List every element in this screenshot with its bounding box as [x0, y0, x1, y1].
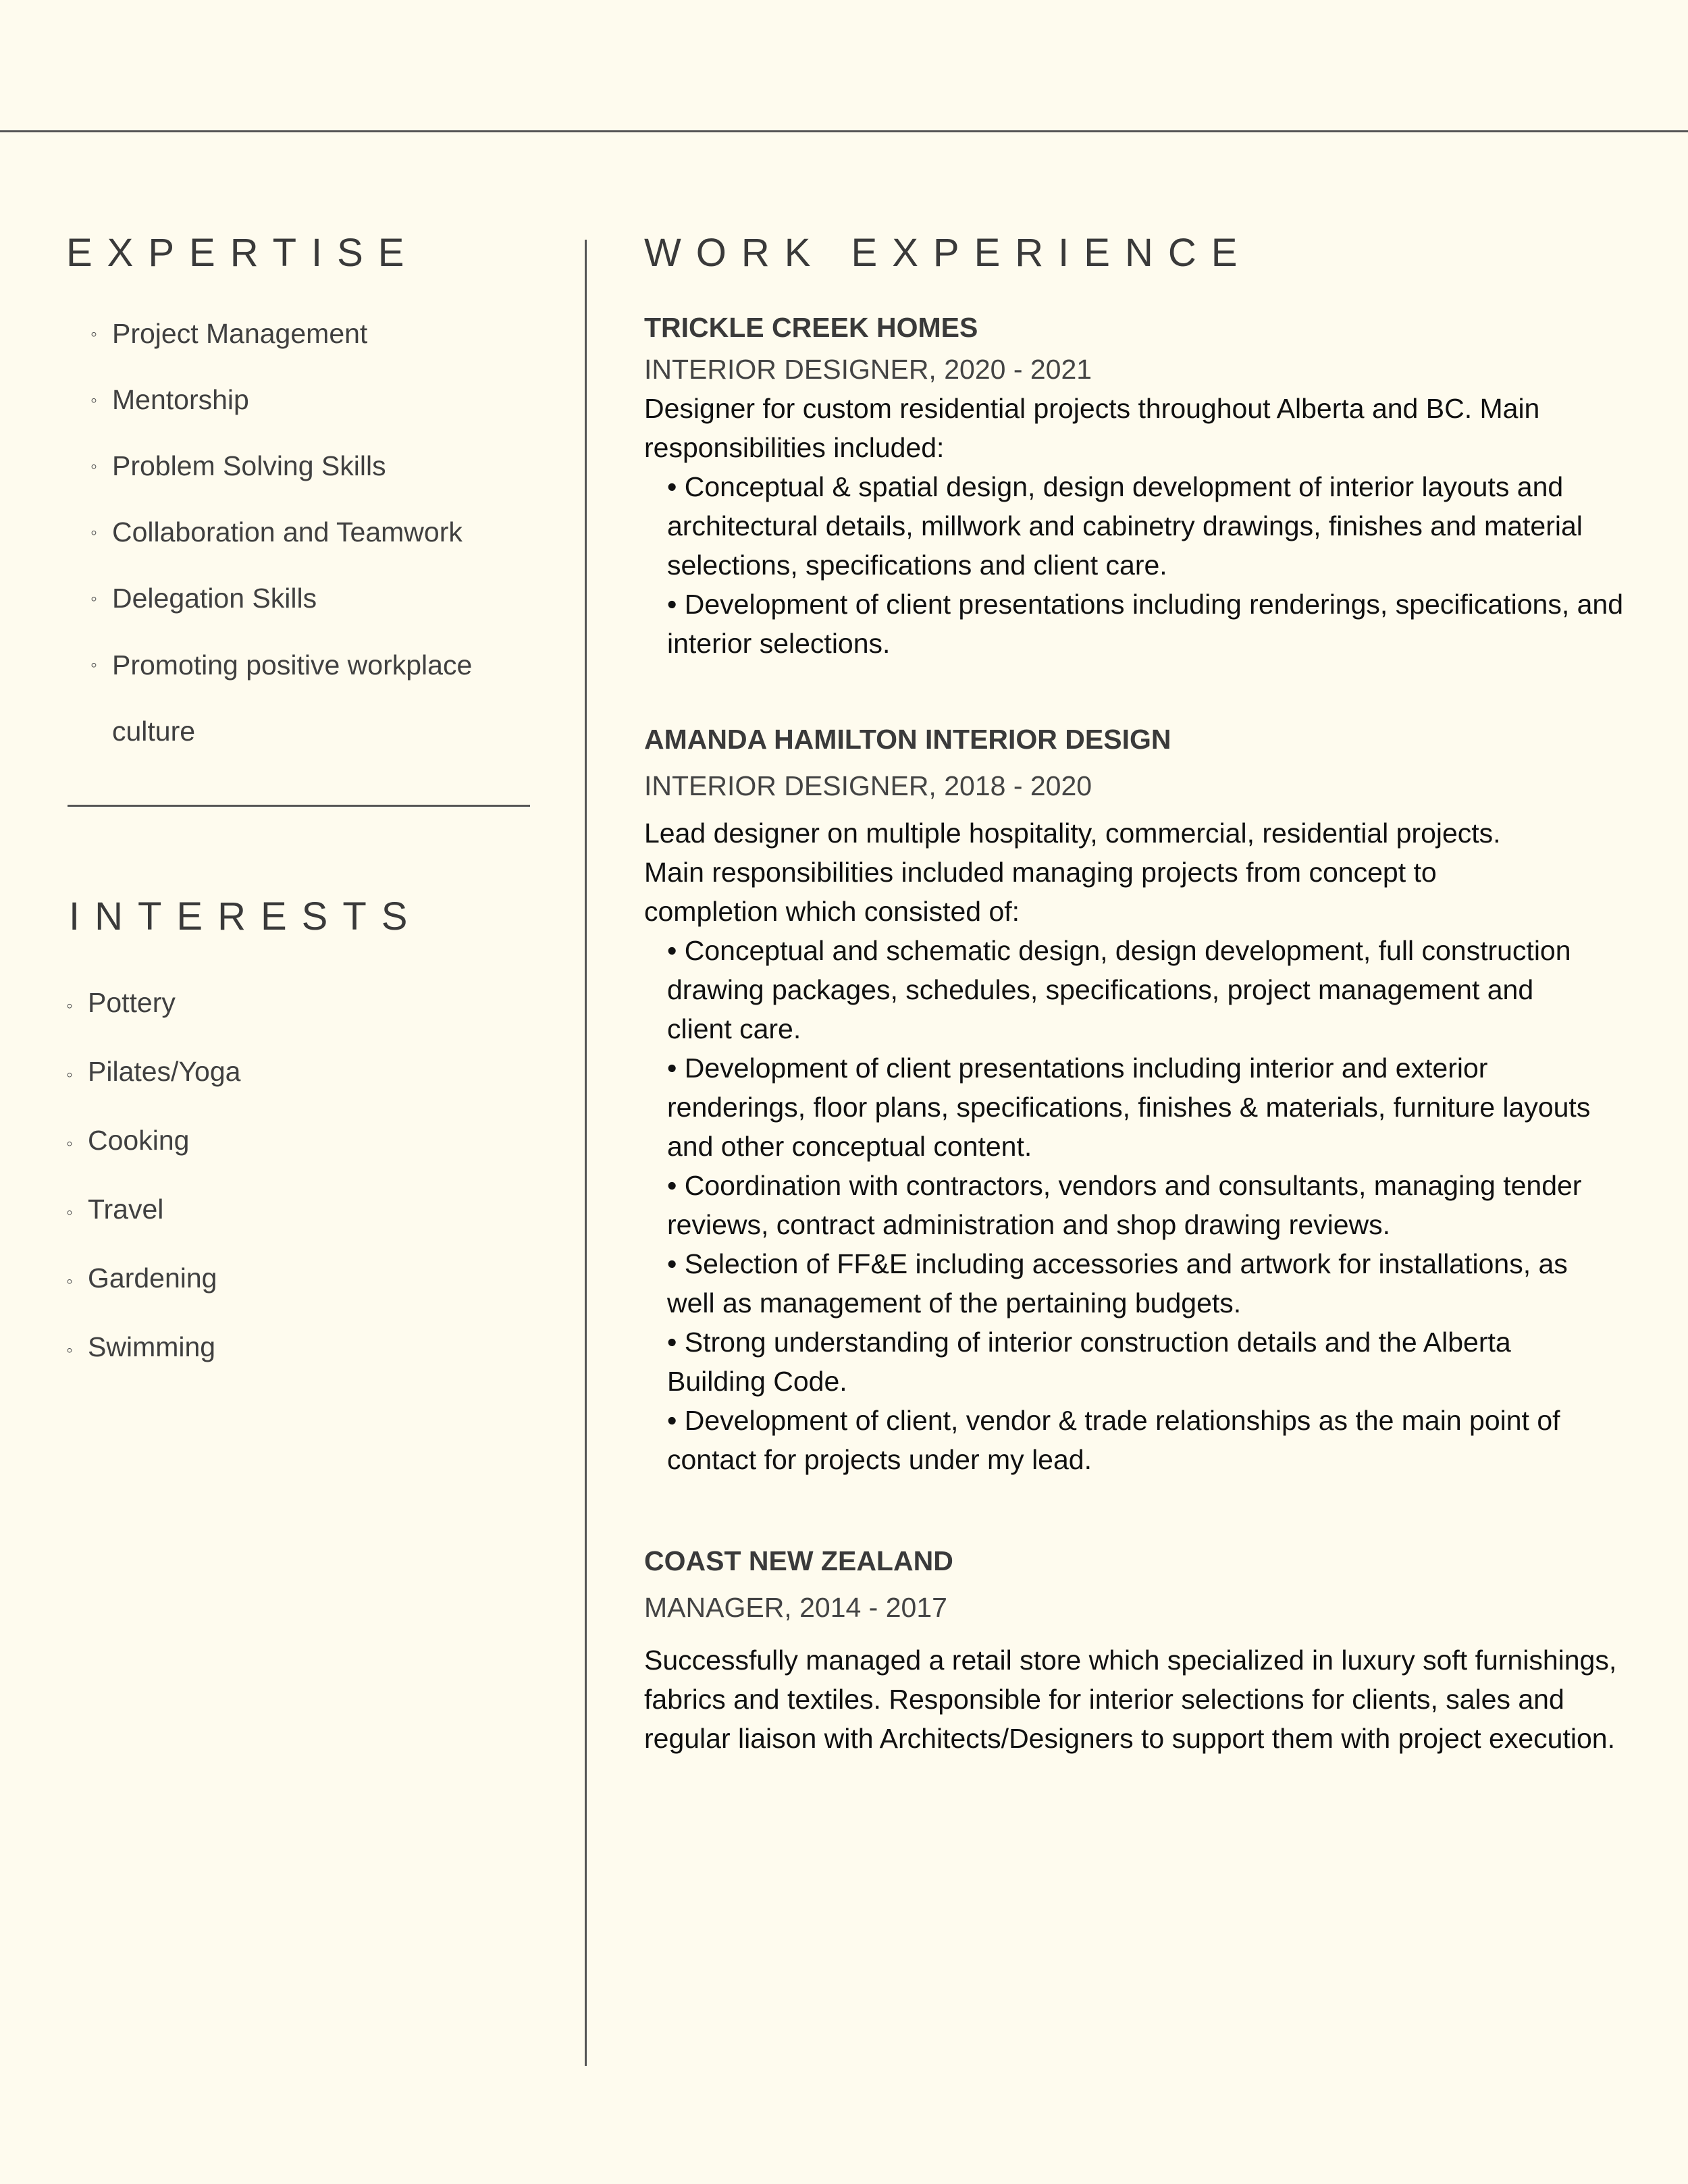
ring-bullet-icon: ◦: [66, 1133, 73, 1154]
company-name: TRICKLE CREEK HOMES: [644, 312, 978, 343]
company-name: COAST NEW ZEALAND: [644, 1545, 953, 1576]
ring-bullet-icon: ◦: [66, 1339, 73, 1360]
responsibility-item: • Coordination with contractors, vendors and consultants, managing tender reviews, contract administration and shop drawing reviews.: [667, 1170, 1582, 1240]
right-column: [644, 230, 1643, 1758]
ring-bullet-icon: ◦: [66, 1202, 73, 1223]
expertise-heading: EXPERTISE: [66, 231, 419, 275]
ring-bullet-icon: ◦: [66, 1271, 73, 1291]
section-divider: [68, 805, 530, 807]
job-summary: Successfully managed a retail store which specialized in luxury soft furnishings, fabrics and textiles. Responsible for interior selections for clients, sales and regular liaison with Architects/Designers to support them with project execution.: [644, 1645, 1617, 1754]
interest-item: ◦ Cooking: [66, 1124, 539, 1160]
job-entry: [644, 311, 1643, 663]
expertise-item: ◦ Collaboration and Teamwork: [90, 516, 463, 548]
expertise-item: ◦ Problem Solving Skills: [90, 450, 386, 481]
responsibility-item: • Development of client presentations including interior and exterior renderings, floor plans, specifications, finishes & materials, furniture layouts and other conceptual content.: [667, 1053, 1591, 1162]
responsibilities-list: [644, 931, 1599, 1479]
ring-bullet-icon: ◦: [90, 456, 97, 477]
left-column: [66, 230, 539, 1400]
ring-bullet-icon: ◦: [90, 588, 97, 609]
interest-item: ◦ Swimming: [66, 1331, 539, 1366]
top-divider: [0, 130, 1688, 132]
ring-bullet-icon: ◦: [66, 1064, 73, 1085]
responsibility-item: • Conceptual and schematic design, design development, full construction drawing packages, schedules, specifications, project management and client care.: [667, 935, 1571, 1044]
work-experience-heading: WORK EXPERIENCE: [644, 231, 1252, 275]
ring-bullet-icon: ◦: [90, 390, 97, 410]
job-summary: Lead designer on multiple hospitality, commercial, residential projects. Main responsibilities included managing projects from concept to completion which consisted of:: [644, 818, 1501, 927]
expertise-item: ◦ Promoting positive workplace culture: [90, 649, 473, 747]
interests-heading: INTERESTS: [69, 895, 423, 938]
responsibility-item: • Development of client presentations including renderings, specifications, and interior selections.: [667, 589, 1624, 659]
ring-bullet-icon: ◦: [90, 323, 97, 344]
job-role: MANAGER, 2014 - 2017: [644, 1592, 947, 1623]
responsibility-item: • Development of client, vendor & trade relationships as the main point of contact for projects under my lead.: [667, 1405, 1560, 1475]
job-role: INTERIOR DESIGNER, 2018 - 2020: [644, 770, 1092, 801]
interest-item: ◦ Travel: [66, 1193, 539, 1229]
interests-list: [66, 986, 539, 1366]
responsibilities-list: [644, 467, 1643, 663]
expertise-item: ◦ Delegation Skills: [90, 583, 317, 614]
responsibility-item: • Conceptual & spatial design, design development of interior layouts and architectural details, millwork and cabinetry drawings, finishes and material selections, specifications and client care.: [667, 471, 1583, 581]
interest-item: ◦ Pottery: [66, 986, 539, 1022]
ring-bullet-icon: ◦: [90, 654, 97, 675]
ring-bullet-icon: ◦: [90, 522, 97, 543]
expertise-list: [90, 317, 539, 764]
job-entry: [644, 1544, 1643, 1758]
interest-item: ◦ Gardening: [66, 1262, 539, 1298]
job-entry: [644, 722, 1643, 1479]
company-name: AMANDA HAMILTON INTERIOR DESIGN: [644, 724, 1171, 755]
job-summary: Designer for custom residential projects throughout Alberta and BC. Main responsibilities included:: [644, 393, 1540, 463]
expertise-item: ◦ Project Management: [90, 318, 368, 349]
responsibility-item: • Selection of FF&E including accessories and artwork for installations, as well as management of the pertaining budgets.: [667, 1248, 1568, 1319]
column-divider: [585, 240, 587, 2066]
interest-item: ◦ Pilates/Yoga: [66, 1055, 539, 1091]
job-role: INTERIOR DESIGNER, 2020 - 2021: [644, 354, 1092, 385]
expertise-item: ◦ Mentorship: [90, 384, 249, 415]
ring-bullet-icon: ◦: [66, 995, 73, 1016]
responsibility-item: • Strong understanding of interior construction details and the Alberta Building Code.: [667, 1327, 1511, 1397]
